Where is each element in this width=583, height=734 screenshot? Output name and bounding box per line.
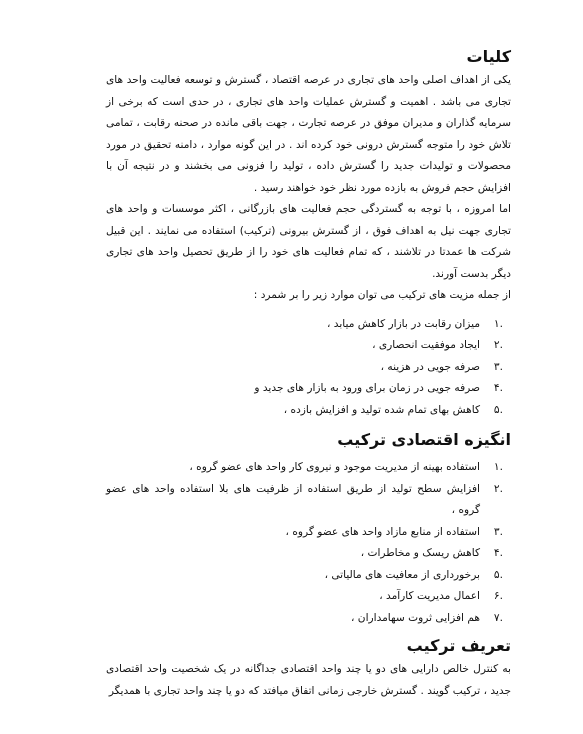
list-item-text: برخورداری از معافیت های مالیاتی ،	[324, 568, 480, 581]
list-item	[106, 400, 511, 422]
list-number: .۵	[493, 568, 503, 581]
list-item-text: هم افزایی ثروت سهامداران ،	[351, 611, 480, 624]
list-number: .۱	[493, 461, 503, 473]
list-number: .۳	[493, 525, 503, 538]
list-item	[106, 378, 511, 400]
list-number: .۴	[493, 547, 503, 559]
list-number: .۷	[493, 611, 503, 624]
list-number: .۶	[493, 590, 503, 602]
list-item-text: صرفه جویی در هزینه ،	[380, 360, 480, 373]
list-number: .۲	[493, 482, 503, 495]
list-item-text: افزایش سطح تولید از طریق استفاده از ظرفیت های بلا استفاده واحد های عضو گروه ،	[106, 482, 480, 516]
list-number: .۴	[493, 382, 503, 394]
list-item	[106, 522, 511, 544]
list-item-text: استفاده از منابع مازاد واحد های عضو گروه ،	[285, 525, 480, 538]
list-item	[106, 457, 511, 479]
benefits-list	[106, 314, 511, 422]
list-item-text: میزان رقابت در بازار کاهش میابد ،	[327, 317, 480, 330]
list-item	[106, 314, 511, 336]
list-item-text: صرفه جویی در زمان برای ورود به بازار های جدید و	[254, 382, 480, 394]
paragraph-definition: به کنترل خالص دارایی های دو یا چند واحد اقتصادی جداگانه در یک شخصیت واحد اقتصادی جدید ، ترکیب گویند . گسترش خارجی زمانی اتفاق میافتد که دو یا چند واحد تجاری با همدیگر	[106, 663, 511, 697]
paragraph-benefits-lead: از جمله مزیت های ترکیب می توان موارد زیر را بر شمرد :	[253, 289, 511, 301]
list-number: .۳	[493, 360, 503, 373]
section-title-economic-motivation: انگیزه اقتصادی ترکیب	[337, 430, 511, 449]
list-item-text: کاهش ریسک و مخاطرات ،	[360, 547, 480, 559]
paragraph-external-expansion: اما امروزه ، با توجه به گستردگی حجم فعالیت های بازرگانی ، اکثر موسسات و واحد های تجاری جهت نیل به اهداف فوق ، از گسترش بیرونی (ترکیب) استفاده می نمایند . این قبیل شرکت ها عمدتا در تلاشند ، که تمام فعالیت های خود را از طریق تحصیل واحد های تجاری دیگر بدست آورند.	[106, 203, 511, 280]
section-title-definition: تعریف ترکیب	[406, 636, 511, 655]
list-item	[106, 335, 511, 357]
list-item-text: اعمال مدیریت کارآمد ،	[379, 590, 480, 602]
list-number: .۵	[493, 403, 503, 416]
list-item-text: استفاده بهینه از مدیریت موجود و نیروی کار واحد های عضو گروه ،	[189, 461, 480, 473]
list-item-text: ایجاد موفقیت انحصاری ،	[372, 339, 480, 351]
list-item	[106, 586, 511, 608]
list-item	[106, 357, 511, 379]
section-title-generalities: کلیات	[466, 47, 511, 66]
list-item	[106, 565, 511, 587]
document-content	[106, 44, 511, 702]
list-item	[106, 543, 511, 565]
motivation-list	[106, 457, 511, 629]
list-number: .۲	[493, 339, 503, 351]
list-number: .۱	[493, 317, 503, 330]
list-item-text: کاهش بهای تمام شده تولید و افزایش بازده ،	[283, 403, 480, 416]
list-item	[106, 608, 511, 630]
list-item	[106, 479, 511, 522]
paragraph-intro: یکی از اهداف اصلی واحد های تجاری در عرصه اقتصاد ، گسترش و توسعه فعالیت واحد های تجاری می باشد . اهمیت و گسترش عملیات واحد های تجاری ، در حدی است که برخی از سرمایه گذاران و مدیران موفق در عرصه تجارت ، جهت باقی مانده در صحنه رقابت ، تمامی تلاش خود را متوجه گسترش درونی خود کرده اند . در این گونه موارد ، دامنه تحقیق در مورد محصولات و تولیدات جدید را گسترش داده ، تولید را فزونی می بخشند و در نتیجه آن با افزایش حجم فروش به بازده مورد نظر خود خواهند رسید .	[106, 74, 511, 194]
